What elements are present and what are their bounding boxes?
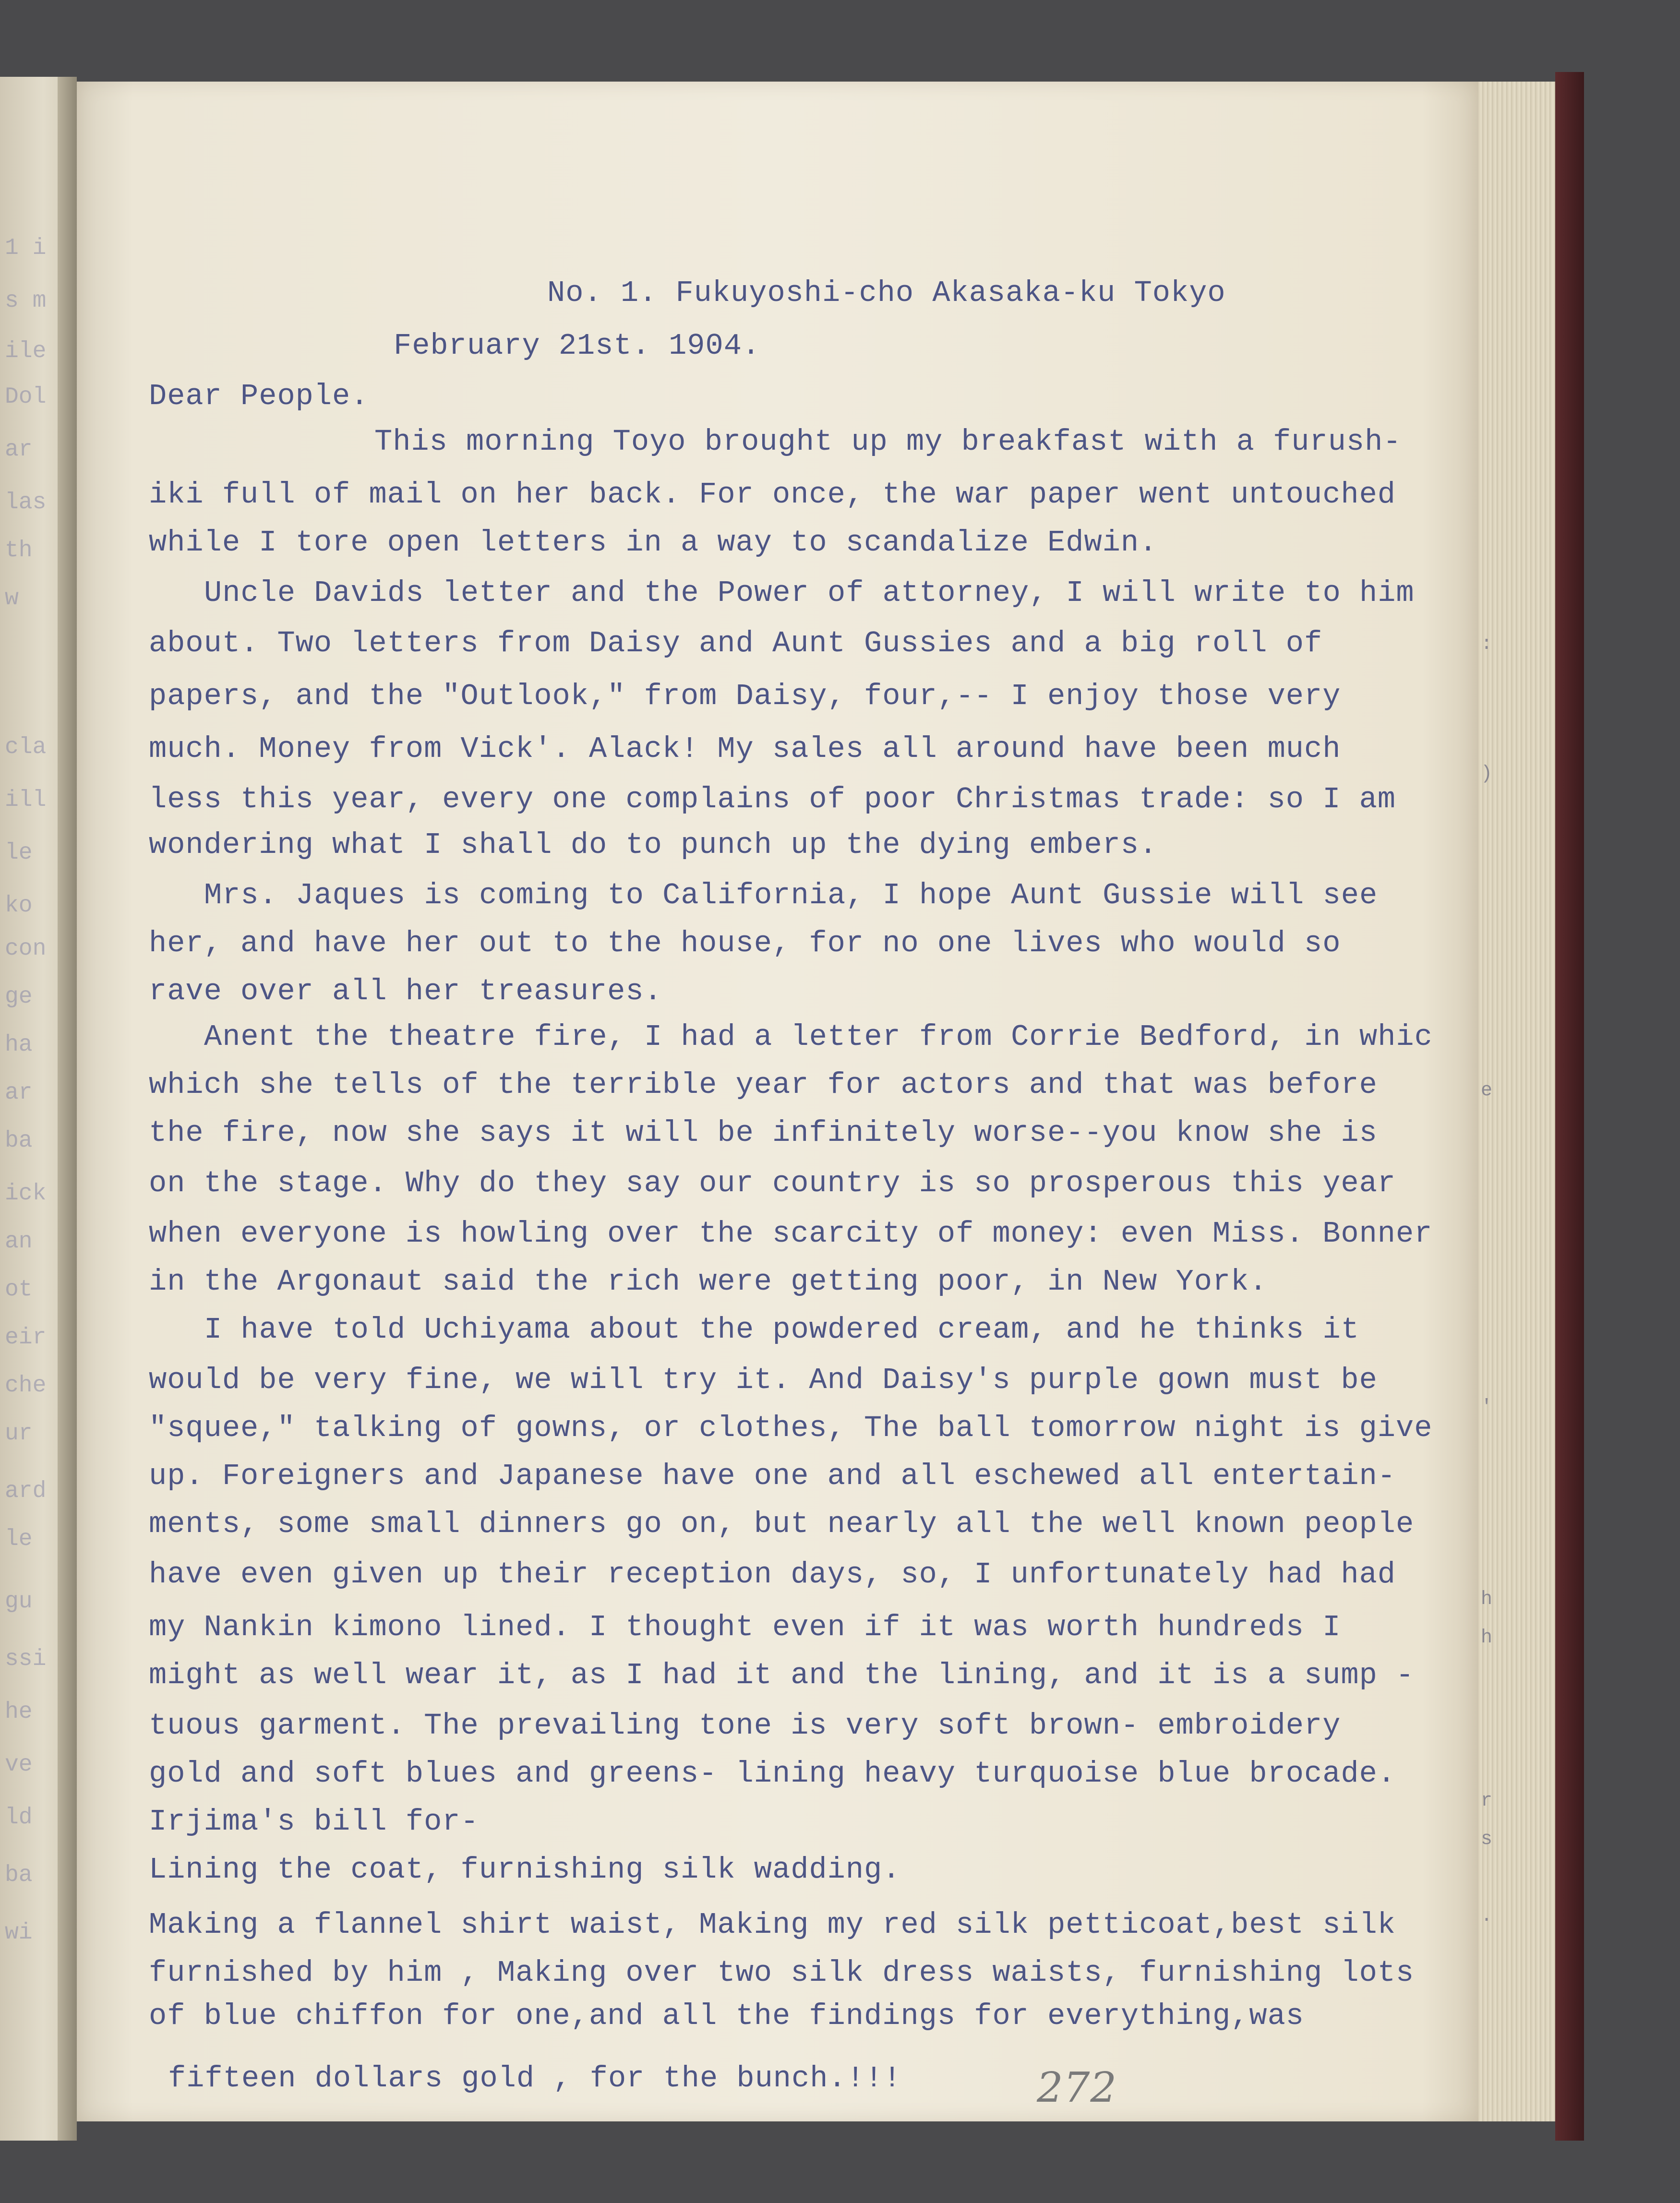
letter-line: on the stage. Why do they say our country is so prosperous this year xyxy=(149,1166,1396,1200)
letter-line: the fire, now she says it will be infinitely worse--you know she is xyxy=(149,1116,1378,1150)
letter-line: Irjima's bill for- xyxy=(149,1805,479,1839)
left-fragment: cla xyxy=(5,734,47,760)
letter-line: I have told Uchiyama about the powdered cream, and he thinks it xyxy=(204,1313,1359,1347)
left-fragment: ve xyxy=(5,1752,33,1778)
left-fragment: ssi xyxy=(5,1646,47,1672)
letter-line: fifteen dollars gold , for the bunch.!!! xyxy=(168,2061,902,2095)
letter-line: This morning Toyo brought up my breakfast with a furush- xyxy=(374,425,1402,459)
left-fragment: ar xyxy=(5,437,33,463)
letter-date: February 21st. 1904. xyxy=(394,329,761,363)
left-fragment: ba xyxy=(5,1128,33,1154)
left-fragment: Dol xyxy=(5,384,47,410)
left-fragment: ba xyxy=(5,1862,33,1888)
page-edge-marks xyxy=(1481,82,1553,2121)
left-fragment: con xyxy=(5,936,47,962)
edge-mark: r xyxy=(1481,1790,1493,1812)
typed-letter xyxy=(77,82,1478,2121)
left-fragment: he xyxy=(5,1699,33,1725)
left-fragment: ill xyxy=(5,787,47,813)
edge-mark: ) xyxy=(1481,763,1493,785)
letter-line: much. Money from Vick'. Alack! My sales all around have been much xyxy=(149,732,1341,766)
letter-line: in the Argonaut said the rich were getting poor, in New York. xyxy=(149,1265,1268,1299)
edge-mark: . xyxy=(1481,1905,1493,1927)
page-number: 272 xyxy=(1037,2064,1117,2112)
letter-line: wondering what I shall do to punch up the dying embers. xyxy=(149,828,1158,862)
letter-line: her, and have her out to the house, for no one lives who would so xyxy=(149,926,1341,960)
letter-page xyxy=(77,82,1478,2121)
left-fragment: ot xyxy=(5,1277,33,1303)
letter-line: which she tells of the terrible year for actors and that was before xyxy=(149,1068,1378,1102)
left-fragment: che xyxy=(5,1373,47,1399)
left-fragment: ur xyxy=(5,1421,33,1447)
letter-line: gold and soft blues and greens- lining heavy turquoise blue brocade. xyxy=(149,1757,1396,1791)
letter-salutation: Dear People. xyxy=(149,379,369,413)
letter-line: Anent the theatre fire, I had a letter from Corrie Bedford, in whic xyxy=(204,1020,1433,1054)
letter-line: tuous garment. The prevailing tone is very soft brown- embroidery xyxy=(149,1709,1341,1743)
edge-mark: h xyxy=(1481,1589,1493,1610)
left-fragment: ko xyxy=(5,893,33,919)
left-fragment: las xyxy=(5,490,47,515)
book-gutter xyxy=(58,77,77,2141)
letter-line: Mrs. Jaques is coming to California, I hope Aunt Gussie will see xyxy=(204,878,1378,912)
letter-line: while I tore open letters in a way to scandalize Edwin. xyxy=(149,526,1158,560)
letter-line: would be very fine, we will try it. And Daisy's purple gown must be xyxy=(149,1363,1378,1397)
left-fragment: 1 i xyxy=(5,235,47,261)
letter-line: "squee," talking of gowns, or clothes, The ball tomorrow night is give xyxy=(149,1411,1433,1445)
left-fragment: ick xyxy=(5,1181,47,1207)
letter-line: up. Foreigners and Japanese have one and all eschewed all entertain- xyxy=(149,1459,1396,1493)
book-cover-edge xyxy=(1555,72,1584,2141)
letter-line: Making a flannel shirt waist, Making my red silk petticoat,best silk xyxy=(149,1908,1396,1942)
left-fragment: ile xyxy=(5,338,47,364)
left-fragment: ge xyxy=(5,984,33,1010)
letter-line: ments, some small dinners go on, but nearly all the well known people xyxy=(149,1507,1415,1541)
edge-mark: ' xyxy=(1481,1397,1493,1418)
letter-line: when everyone is howling over the scarcity of money: even Miss. Bonner xyxy=(149,1217,1433,1251)
left-fragment: w xyxy=(5,586,19,611)
left-fragment: ld xyxy=(5,1805,33,1831)
letter-line: iki full of mail on her back. For once, the war paper went untouched xyxy=(149,478,1396,512)
letter-line: less this year, every one complains of poor Christmas trade: so I am xyxy=(149,782,1396,816)
letter-line: of blue chiffon for one,and all the findings for everything,was xyxy=(149,1999,1304,2033)
left-fragment: le xyxy=(5,840,33,866)
left-fragment: an xyxy=(5,1229,33,1255)
left-fragment: wi xyxy=(5,1920,33,1946)
letter-line: papers, and the "Outlook," from Daisy, four,-- I enjoy those very xyxy=(149,679,1341,713)
left-fragment: le xyxy=(5,1526,33,1552)
left-fragment: ard xyxy=(5,1478,47,1504)
letter-line: about. Two letters from Daisy and Aunt Gussies and a big roll of xyxy=(149,626,1323,660)
letter-line: Uncle Davids letter and the Power of attorney, I will write to him xyxy=(204,576,1415,610)
left-fragment: th xyxy=(5,538,33,563)
edge-mark: : xyxy=(1481,634,1493,655)
letter-line: furnished by him , Making over two silk dress waists, furnishing lots xyxy=(149,1956,1415,1990)
edge-mark: e xyxy=(1481,1080,1493,1102)
letter-line: rave over all her treasures. xyxy=(149,974,662,1008)
letter-line: might as well wear it, as I had it and the lining, and it is a sump - xyxy=(149,1658,1415,1692)
left-fragment: ha xyxy=(5,1032,33,1058)
left-fragment: s m xyxy=(5,288,47,314)
letter-line: Lining the coat, furnishing silk wadding. xyxy=(149,1853,901,1887)
edge-mark: s xyxy=(1481,1829,1493,1850)
letter-address: No. 1. Fukuyoshi-cho Akasaka-ku Tokyo xyxy=(547,276,1226,310)
left-fragment: ar xyxy=(5,1080,33,1106)
left-fragment: eir xyxy=(5,1325,47,1351)
edge-mark: h xyxy=(1481,1627,1493,1649)
letter-line: my Nankin kimono lined. I thought even if it was worth hundreds I xyxy=(149,1610,1341,1644)
left-fragment: gu xyxy=(5,1589,33,1615)
letter-line: have even given up their reception days, so, I unfortunately had had xyxy=(149,1557,1396,1592)
